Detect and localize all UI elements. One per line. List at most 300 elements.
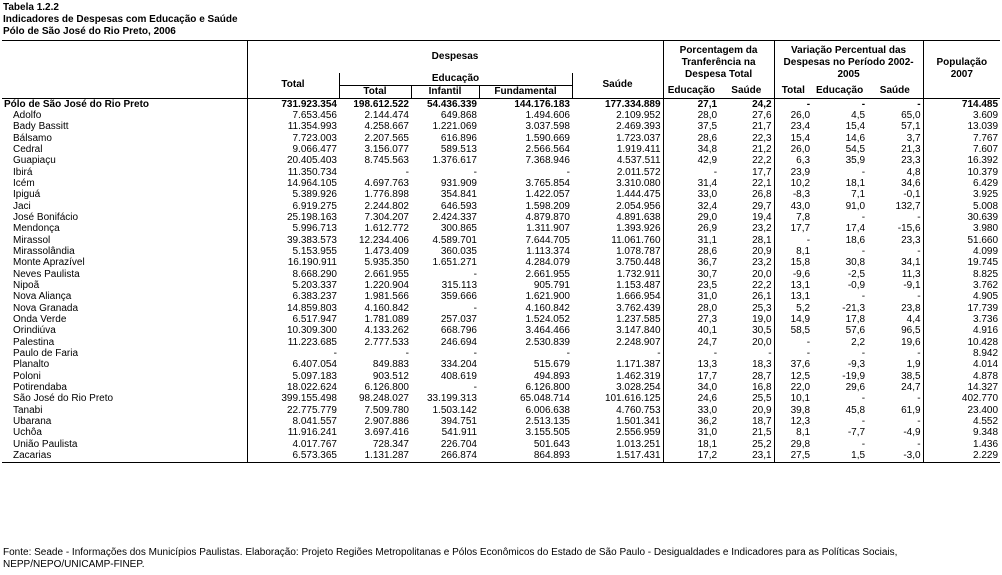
cell-infantil: 4.589.701 — [432, 234, 477, 246]
cell-fundamental: 501.643 — [533, 438, 570, 450]
cell-var-saude: - — [917, 416, 921, 428]
cell-fundamental: 1.422.057 — [525, 189, 570, 201]
cell-pct-edu: 26,9 — [663, 223, 719, 234]
cell-pct-saude: 21,5 — [752, 427, 772, 439]
cell-pct-saude: 20,0 — [752, 336, 772, 348]
cell-var-edu: 45,8 — [845, 404, 866, 416]
cell-infantil: 266.874 — [411, 450, 479, 462]
cell-name: Onda Verde — [13, 314, 67, 326]
cell-var-edu: 17,8 — [845, 314, 866, 326]
cell-total: 22.775.779 — [247, 405, 339, 416]
cell-name: Pólo de São José do Rio Preto — [4, 98, 150, 110]
cell-edu-total: 728.347 — [372, 438, 409, 450]
cell-total: 5.097.183 — [247, 371, 339, 382]
cell-var-edu: -9,3 — [847, 359, 866, 371]
cell-total: 8.668.290 — [247, 269, 339, 280]
cell-var-saude: 34,6 — [901, 177, 921, 189]
cell-pct-edu: - — [663, 348, 719, 359]
cell-pct-saude: 26,8 — [752, 189, 772, 201]
cell-name: Tanabi — [13, 404, 43, 416]
header-despesas: Despesas — [247, 41, 663, 73]
cell-fundamental: 1.494.606 — [525, 109, 570, 121]
cell-edu-total: 8.745.563 — [364, 155, 409, 167]
cell-pct-saude: 21,2 — [752, 143, 772, 155]
cell-pct-saude: 20,9 — [752, 404, 772, 416]
cell-edu-total: - — [405, 166, 409, 178]
cell-var-edu: 1,5 — [812, 450, 867, 462]
cell-total: 39.383.573 — [247, 235, 339, 246]
cell-saude: 3.147.840 — [616, 325, 661, 337]
table-row — [2, 257, 1000, 268]
cell-fundamental: 1.621.900 — [525, 291, 570, 303]
cell-var-total: 6,3 — [774, 155, 812, 166]
cell-pop: 19.745 — [923, 257, 1000, 268]
cell-pop: 402.770 — [923, 393, 1000, 404]
cell-var-total: 15,8 — [774, 257, 812, 268]
cell-edu-total: 3.156.077 — [364, 143, 409, 155]
cell-saude: 1.732.911 — [616, 268, 661, 280]
cell-edu-total: 4.258.667 — [364, 121, 409, 133]
cell-var-edu: 35,9 — [845, 155, 866, 167]
cell-edu-total: 1.981.566 — [364, 291, 409, 303]
cell-total: 7.653.456 — [247, 110, 339, 121]
cell-pct-edu: 27,1 — [663, 98, 719, 110]
table-row — [2, 212, 1000, 223]
cell-saude: 1.444.475 — [616, 189, 661, 201]
cell-pct-saude: 22,3 — [752, 132, 772, 144]
cell-var-total: 39,8 — [774, 405, 812, 416]
cell-edu-total: 12.234.406 — [358, 234, 409, 246]
cell-pct-edu: 31,1 — [663, 235, 719, 246]
cell-saude: 2.109.952 — [616, 109, 661, 121]
cell-pop: 8.825 — [923, 269, 1000, 280]
cell-var-edu: - — [861, 245, 866, 257]
cell-infantil: 226.704 — [440, 438, 477, 450]
cell-infantil: 931.909 — [440, 177, 477, 189]
cell-var-total: -8,3 — [774, 189, 812, 200]
cell-name: Mendonça — [13, 223, 60, 235]
cell-saude: 1.517.431 — [572, 450, 663, 462]
cell-pct-edu: 28,0 — [663, 303, 719, 314]
cell-pct-saude: 21,7 — [752, 121, 772, 133]
cell-pop: 3.736 — [923, 314, 1000, 325]
cell-pct-edu: 34,0 — [663, 382, 719, 393]
cell-pct-saude: 25,5 — [752, 393, 772, 405]
table-row — [2, 450, 1000, 462]
cell-name: Potirendaba — [13, 382, 67, 394]
cell-name: Adolfo — [13, 109, 42, 121]
cell-var-total: 8,1 — [774, 427, 812, 438]
cell-pop: 3.762 — [923, 280, 1000, 291]
cell-pct-edu: 27,3 — [663, 314, 719, 325]
cell-infantil: 246.694 — [440, 336, 477, 348]
cell-var-total: 22,0 — [774, 382, 812, 393]
cell-pct-saude: 29,7 — [752, 200, 772, 212]
cell-name: Palestina — [13, 336, 55, 348]
cell-var-saude: 24,7 — [901, 382, 921, 394]
cell-total: 6.407.054 — [247, 359, 339, 370]
cell-pct-edu: 24,6 — [663, 393, 719, 404]
cell-infantil: 616.896 — [440, 132, 477, 144]
cell-saude: 1.078.787 — [616, 245, 661, 257]
cell-var-saude: - — [917, 291, 921, 303]
cell-edu-total: 1.473.409 — [364, 245, 409, 257]
cell-name: Paulo de Faria — [13, 348, 79, 360]
cell-pop: 4.905 — [923, 291, 1000, 302]
cell-saude: 1.666.954 — [616, 291, 661, 303]
cell-var-saude: 23,8 — [901, 302, 921, 314]
cell-var-saude: - — [917, 348, 921, 360]
cell-edu-total: 2.144.474 — [364, 109, 409, 121]
cell-edu-total: 3.697.416 — [364, 427, 409, 439]
cell-pct-edu: 40,1 — [663, 325, 719, 336]
cell-var-total: 12,3 — [774, 416, 812, 427]
cell-pop: 7.607 — [923, 144, 1000, 155]
cell-name: Bady Bassitt — [13, 121, 69, 133]
cell-infantil: - — [473, 302, 477, 314]
cell-pct-saude: 22,2 — [752, 280, 772, 291]
header-edu-total: Total — [339, 85, 411, 98]
cell-name: Cedral — [13, 143, 43, 155]
header-var-total: Total — [774, 85, 812, 98]
cell-infantil: - — [473, 268, 477, 280]
cell-infantil: 541.911 — [441, 427, 477, 439]
cell-var-edu: 57,6 — [845, 325, 866, 337]
cell-edu-total: 2.661.955 — [364, 268, 409, 280]
cell-fundamental: 864.893 — [479, 450, 572, 462]
cell-pct-edu: 17,7 — [663, 371, 719, 382]
cell-pct-edu: 31,0 — [663, 291, 719, 302]
cell-fundamental: 494.893 — [533, 370, 570, 382]
cell-var-saude: 57,1 — [901, 121, 921, 133]
cell-saude: 101.616.125 — [604, 393, 661, 405]
cell-edu-total: 2.907.886 — [364, 416, 409, 428]
cell-var-total: 12,5 — [774, 371, 812, 382]
header-populacao: População 2007 — [923, 41, 1000, 99]
cell-var-edu: - — [861, 438, 866, 450]
cell-var-edu: 7,1 — [851, 189, 866, 201]
cell-var-saude: 11,3 — [901, 268, 921, 280]
cell-infantil: 394.751 — [440, 416, 477, 428]
cell-edu-total: 4.133.262 — [364, 325, 409, 337]
cell-fundamental: 6.006.638 — [525, 404, 570, 416]
cell-pct-edu: 37,5 — [663, 121, 719, 132]
cell-saude: 1.501.341 — [616, 416, 661, 428]
cell-var-total: 43,0 — [774, 201, 812, 212]
cell-pct-saude: 28,7 — [752, 370, 772, 382]
cell-pct-saude: 20,9 — [752, 245, 772, 257]
cell-fundamental: 144.176.183 — [514, 98, 570, 110]
cell-edu-total: 6.126.800 — [364, 382, 409, 394]
cell-pop: 17.739 — [923, 303, 1000, 314]
cell-saude: 4.760.753 — [616, 404, 661, 416]
cell-infantil: 1.651.271 — [432, 257, 477, 269]
cell-pop: 9.348 — [923, 427, 1000, 438]
cell-infantil: 300.865 — [440, 223, 477, 235]
cell-total: 9.066.477 — [247, 144, 339, 155]
cell-pop: 8.942 — [923, 348, 1000, 359]
cell-var-saude: 23,3 — [901, 234, 921, 246]
cell-fundamental: 1.590.669 — [525, 132, 570, 144]
cell-edu-total: 98.248.027 — [358, 393, 409, 405]
cell-infantil: 649.868 — [440, 109, 477, 121]
cell-var-edu: 91,0 — [845, 200, 866, 212]
cell-var-total: 10,2 — [774, 178, 812, 189]
cell-pct-saude: 18,7 — [752, 416, 772, 428]
cell-edu-total: 2.777.533 — [364, 336, 409, 348]
table-subtitle: Pólo de São José do Rio Preto, 2006 — [3, 26, 176, 37]
cell-edu-total: 5.935.350 — [364, 257, 409, 269]
cell-infantil: - — [473, 348, 477, 360]
cell-pct-edu: 28,6 — [663, 246, 719, 257]
cell-name: Planalto — [13, 359, 50, 371]
table-row — [2, 359, 1000, 370]
cell-pct-saude: 27,6 — [752, 109, 772, 121]
cell-pct-edu: 33,0 — [663, 405, 719, 416]
cell-fundamental: 2.566.564 — [525, 143, 570, 155]
cell-pop: 1.436 — [923, 439, 1000, 450]
cell-pop: 4.916 — [923, 325, 1000, 336]
cell-pct-edu: 31,4 — [663, 178, 719, 189]
cell-infantil: 589.513 — [440, 143, 477, 155]
cell-var-saude: -9,1 — [903, 280, 921, 291]
cell-fundamental: 3.037.598 — [525, 121, 570, 133]
cell-fundamental: 4.284.079 — [525, 257, 570, 269]
cell-name: Nova Granada — [13, 302, 79, 314]
cell-pct-saude: 24,2 — [752, 98, 772, 110]
cell-total: 14.964.105 — [247, 178, 339, 189]
table-row — [2, 303, 1000, 314]
cell-name: Nipoã — [13, 280, 40, 291]
header-total: Total — [247, 73, 339, 99]
cell-total: 731.923.354 — [247, 98, 339, 110]
table-row — [2, 371, 1000, 382]
header-porcentagem: Porcentagem da Tranferência na Despesa Total — [663, 41, 774, 86]
cell-pct-saude: 30,5 — [752, 325, 772, 337]
cell-pct-saude: 16,8 — [752, 382, 772, 394]
table-row — [2, 144, 1000, 155]
cell-saude: 3.762.439 — [616, 302, 661, 314]
cell-var-saude: 4,4 — [906, 314, 921, 326]
cell-total: 7.723.003 — [247, 133, 339, 144]
cell-pct-saude: - — [768, 348, 772, 360]
table-row — [2, 280, 1000, 291]
table-row — [2, 133, 1000, 144]
cell-var-total: - — [774, 98, 812, 110]
cell-edu-total: 1.131.287 — [339, 450, 411, 462]
cell-total: - — [247, 348, 339, 359]
cell-pct-saude: 26,1 — [752, 291, 772, 303]
cell-pct-edu: 17,2 — [663, 450, 719, 462]
cell-pct-edu: 29,0 — [663, 212, 719, 223]
cell-pop: 51.660 — [923, 235, 1000, 246]
cell-pct-saude: 25,2 — [752, 438, 772, 450]
cell-total: 11.916.241 — [247, 427, 339, 438]
table-row — [2, 416, 1000, 427]
cell-fundamental: 2.661.955 — [525, 268, 570, 280]
cell-var-total: 8,1 — [774, 246, 812, 257]
cell-pct-edu: 36,7 — [663, 257, 719, 268]
cell-fundamental: 1.524.052 — [525, 314, 570, 326]
cell-var-edu: - — [861, 211, 866, 223]
cell-name: Bálsamo — [13, 132, 52, 144]
cell-var-edu: 29,6 — [845, 382, 866, 394]
cell-var-saude: -0,1 — [903, 189, 921, 201]
cell-fundamental: 3.155.505 — [525, 427, 570, 439]
cell-var-edu: 4,5 — [851, 109, 866, 121]
cell-var-total: 13,1 — [774, 291, 812, 302]
cell-infantil: 2.424.337 — [432, 211, 477, 223]
cell-var-saude: 38,5 — [901, 370, 921, 382]
cell-saude: 177.334.889 — [604, 98, 661, 110]
cell-pop: 6.429 — [923, 178, 1000, 189]
cell-edu-total: 7.304.207 — [364, 211, 409, 223]
cell-infantil: 1.503.142 — [432, 404, 477, 416]
cell-name: Ipiguá — [13, 189, 41, 201]
cell-var-saude: 3,7 — [906, 132, 921, 144]
cell-name: Poloni — [13, 370, 41, 382]
table-row — [2, 178, 1000, 189]
table-header — [2, 41, 1000, 99]
table-row — [2, 155, 1000, 166]
cell-saude: 1.393.926 — [616, 223, 661, 235]
cell-pop: 4.552 — [923, 416, 1000, 427]
cell-edu-total: - — [405, 348, 409, 360]
table-row — [2, 121, 1000, 132]
cell-var-total: - — [774, 348, 812, 359]
cell-saude: 1.171.387 — [616, 359, 661, 371]
cell-total: 11.354.993 — [247, 121, 339, 132]
cell-saude: 4.537.511 — [616, 155, 661, 167]
cell-var-total: 17,7 — [774, 223, 812, 234]
cell-total: 5.153.955 — [247, 246, 339, 257]
cell-var-total: 29,8 — [774, 439, 812, 450]
cell-saude: 2.054.956 — [616, 200, 661, 212]
cell-pct-saude: 23,1 — [719, 450, 774, 462]
cell-pop: 3.609 — [923, 110, 1000, 121]
cell-pct-edu: 33,0 — [663, 189, 719, 200]
cell-saude: 1.237.585 — [616, 314, 661, 326]
cell-saude: 2.248.907 — [616, 336, 661, 348]
cell-name: Mirassolândia — [13, 245, 75, 257]
header-pct-saude: Saúde — [719, 85, 774, 98]
cell-fundamental: 65.048.714 — [519, 393, 570, 405]
cell-edu-total: 849.883 — [372, 359, 409, 371]
cell-fundamental: 6.126.800 — [525, 382, 570, 394]
cell-var-saude: 34,1 — [901, 257, 921, 269]
cell-edu-total: 4.160.842 — [364, 302, 409, 314]
cell-var-saude: -3,0 — [867, 450, 923, 462]
cell-var-saude: 96,5 — [901, 325, 921, 337]
table-row — [2, 348, 1000, 359]
cell-total: 11.350.734 — [247, 167, 339, 178]
cell-pct-saude: 18,3 — [752, 359, 772, 371]
cell-pop: 5.008 — [923, 201, 1000, 212]
cell-pct-saude: 22,2 — [752, 155, 772, 167]
cell-name: José Bonifácio — [13, 211, 79, 223]
table-row — [2, 382, 1000, 393]
table-row — [2, 110, 1000, 121]
cell-infantil: 257.037 — [440, 314, 477, 326]
cell-var-saude: 132,7 — [895, 200, 921, 212]
cell-total: 16.190.911 — [247, 257, 339, 268]
cell-pop: 2.229 — [923, 450, 1000, 462]
cell-fundamental: 3.765.854 — [525, 177, 570, 189]
cell-pct-saude: 17,7 — [752, 166, 772, 178]
cell-var-saude: - — [917, 438, 921, 450]
cell-var-edu: 14,6 — [845, 132, 866, 144]
cell-pct-saude: 23,2 — [752, 223, 772, 235]
cell-var-saude: -4,9 — [903, 427, 921, 439]
cell-total: 6.919.275 — [247, 201, 339, 212]
cell-var-total: -9,6 — [774, 269, 812, 280]
cell-name: Nova Aliança — [13, 291, 72, 303]
table-row-aggregate — [2, 98, 1000, 110]
cell-var-edu: 18,1 — [845, 177, 866, 189]
cell-var-total: 27,5 — [774, 450, 812, 462]
cell-fundamental: 905.791 — [533, 280, 570, 291]
cell-pct-edu: 34,8 — [663, 144, 719, 155]
cell-pop: 7.767 — [923, 133, 1000, 144]
cell-var-saude: -15,6 — [897, 223, 921, 235]
cell-pop: 10.379 — [923, 167, 1000, 178]
table-body — [2, 98, 1000, 462]
cell-var-saude: - — [917, 98, 921, 110]
cell-saude: 2.011.572 — [616, 166, 661, 178]
cell-pct-saude: 22,1 — [752, 177, 772, 189]
cell-pop: 4.099 — [923, 246, 1000, 257]
cell-saude: 3.028.254 — [616, 382, 661, 394]
table-number: Tabela 1.2.2 — [3, 2, 59, 13]
table-row — [2, 223, 1000, 234]
cell-var-total: 14,9 — [774, 314, 812, 325]
cell-edu-total: 1.776.898 — [364, 189, 409, 201]
header-var-educacao: Educação — [812, 85, 867, 98]
cell-fundamental: - — [566, 166, 570, 178]
cell-name: Neves Paulista — [13, 268, 80, 280]
cell-total: 20.405.403 — [247, 155, 339, 166]
cell-var-total: 58,5 — [774, 325, 812, 336]
cell-pop: 4.878 — [923, 371, 1000, 382]
cell-infantil: 360.035 — [440, 245, 477, 257]
cell-infantil: 1.221.069 — [432, 121, 477, 133]
cell-name: Mirassol — [13, 234, 51, 246]
cell-edu-total: 1.220.904 — [364, 280, 409, 291]
cell-infantil: - — [473, 382, 477, 394]
cell-saude: 3.750.448 — [616, 257, 661, 269]
cell-edu-total: 2.244.802 — [364, 200, 409, 212]
source-note: Fonte: Seade - Informações dos Municípios Paulistas. Elaboração: Projeto Regiões Metropolitanas e Pólos Econômicos do Estado de São Paulo - Desigualdades e Indicadores para as Políticas Sociais, NEPP/NEPO/UNICAMP-FINEP. — [3, 547, 898, 570]
cell-pop: 13.039 — [923, 121, 1000, 132]
cell-pct-edu: 28,0 — [663, 110, 719, 121]
cell-var-edu: 2,2 — [851, 336, 866, 348]
cell-var-saude: - — [917, 393, 921, 405]
cell-var-total: 5,2 — [774, 303, 812, 314]
cell-infantil: 33.199.313 — [426, 393, 477, 405]
cell-var-total: 23,9 — [774, 167, 812, 178]
table-row — [2, 246, 1000, 257]
cell-fundamental: 4.160.842 — [525, 302, 570, 314]
cell-name: Uchôa — [13, 427, 42, 439]
cell-total: 10.309.300 — [247, 325, 339, 336]
cell-fundamental: 515.679 — [533, 359, 570, 371]
cell-var-edu: 18,6 — [845, 234, 866, 246]
cell-total: 6.517.947 — [247, 314, 339, 325]
cell-pct-edu: 36,2 — [663, 416, 719, 427]
cell-fundamental: 1.598.209 — [525, 200, 570, 212]
cell-var-saude: 4,8 — [906, 166, 921, 178]
cell-var-edu: - — [861, 291, 866, 303]
